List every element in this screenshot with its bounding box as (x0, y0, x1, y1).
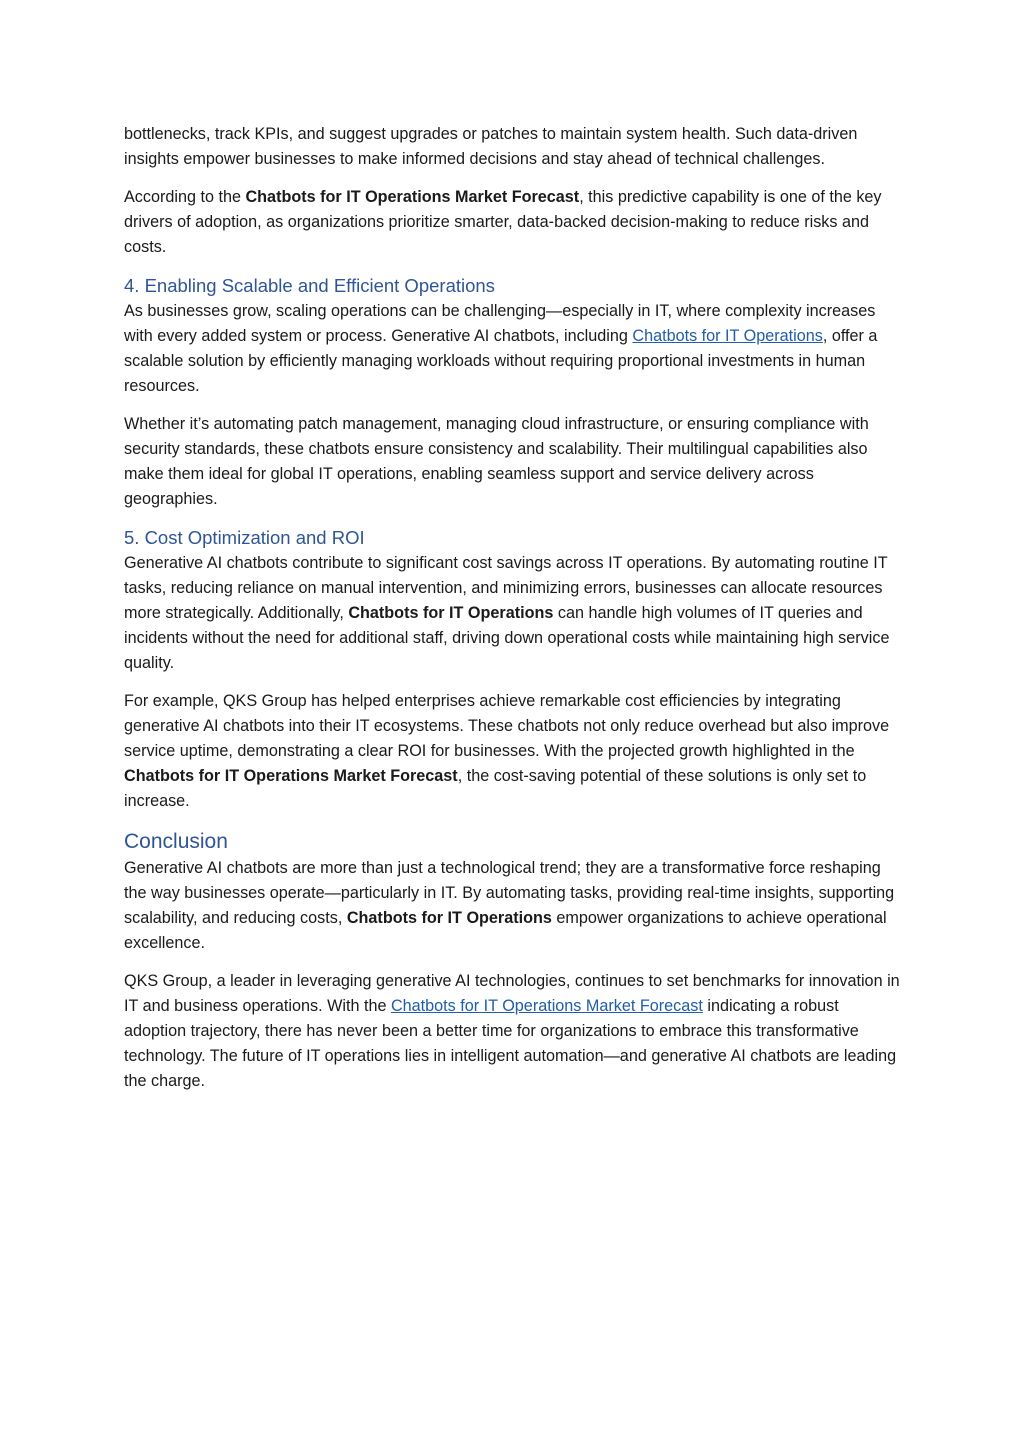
section-5-paragraph-2-text-post: , the cost-saving potential of these solutions is only set to increase. (124, 767, 867, 810)
section-5-paragraph-1 (124, 551, 904, 676)
intro-paragraph-2-bold: Chatbots for IT Operations Market Forecast (245, 188, 580, 206)
conclusion-heading: Conclusion (124, 830, 228, 853)
section-5-paragraph-2 (124, 689, 904, 814)
section-5-paragraph-1-text-post: can handle high volumes of IT queries and incidents without the need for additional staff, driving down operational costs while maintaining high service quality. (124, 604, 890, 672)
intro-paragraph-1 (124, 122, 904, 172)
section-5-paragraph-2-text-pre: For example, QKS Group has helped enterprises achieve remarkable cost efficiencies by integrating generative AI chatbots into their IT ecosystems. These chatbots not only reduce overhead but also improve service uptime, demonstrating a clear ROI for businesses. With the projected growth highlighted in the (124, 692, 890, 760)
section-4-paragraph-1-text-pre: As businesses grow, scaling operations can be challenging—especially in IT, where complexity increases with every added system or process. Generative AI chatbots, including (124, 302, 876, 345)
section-4-paragraph-1-text-post: , offer a scalable solution by efficiently managing workloads without requiring proportional investments in human resources. (124, 327, 878, 395)
section-5-heading: 5. Cost Optimization and ROI (124, 527, 365, 548)
section-4-heading: 4. Enabling Scalable and Efficient Operations (124, 275, 495, 296)
conclusion-paragraph-1-bold: Chatbots for IT Operations (346, 909, 552, 927)
conclusion-paragraph-1 (124, 856, 904, 956)
intro-paragraph-1-text: bottlenecks, track KPIs, and suggest upgrades or patches to maintain system health. Such data-driven insights empower businesses to make informed decisions and stay ahead of technical challenges. (124, 125, 858, 168)
section-5-paragraph-1-bold: Chatbots for IT Operations (348, 604, 554, 622)
conclusion-paragraph-2-text-pre: QKS Group, a leader in leveraging generative AI technologies, continues to set benchmarks for innovation in IT and business operations. With the (124, 972, 900, 1015)
conclusion-paragraph-1-text-post: empower organizations to achieve operational excellence. (124, 909, 887, 952)
section-5-paragraph-1-text-pre: Generative AI chatbots contribute to significant cost savings across IT operations. By automating routine IT tasks, reducing reliance on manual intervention, and minimizing errors, businesses can allocate resources more strategically. Additionally, (124, 554, 888, 622)
intro-paragraph-2-text-post: , this predictive capability is one of the key drivers of adoption, as organizations prioritize smarter, data-backed decision-making to reduce risks and costs. (124, 188, 882, 256)
section-5-paragraph-2-bold: Chatbots for IT Operations Market Forecast (124, 767, 458, 785)
conclusion-paragraph-2 (124, 969, 904, 1094)
conclusion-paragraph-1-text-pre: Generative AI chatbots are more than just a technological trend; they are a transformative force reshaping the way businesses operate—particularly in IT. By automating tasks, providing real-time insights, supporting scalability, and reducing costs, (124, 859, 895, 927)
chatbots-for-it-operations-link[interactable]: Chatbots for IT Operations (632, 327, 823, 345)
document-page (124, 122, 904, 1107)
section-4-paragraph-2 (124, 412, 904, 512)
intro-paragraph-2 (124, 185, 904, 260)
section-4-paragraph-1 (124, 299, 904, 399)
conclusion-paragraph-2-text-post: indicating a robust adoption trajectory, there has never been a better time for organizations to embrace this transformative technology. The future of IT operations lies in intelligent automation—and generative AI chatbots are leading the charge. (124, 997, 897, 1090)
market-forecast-link[interactable]: Chatbots for IT Operations Market Forecast (390, 997, 703, 1015)
section-4-paragraph-2-text: Whether it’s automating patch management, managing cloud infrastructure, or ensuring compliance with security standards, these chatbots ensure consistency and scalability. Their multilingual capabilities also make them ideal for global IT operations, enabling seamless support and service delivery across geographies. (124, 415, 869, 508)
intro-paragraph-2-text-pre: According to the (124, 188, 246, 206)
